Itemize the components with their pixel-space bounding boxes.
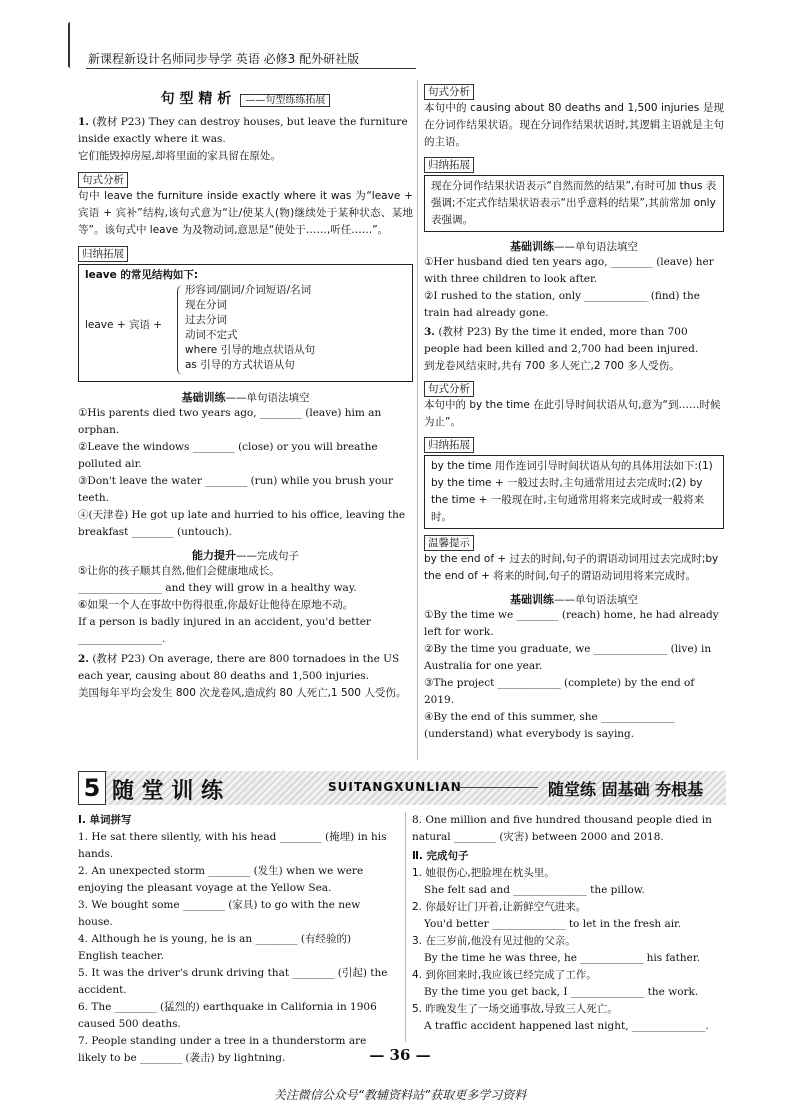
header-title: 新课程新设计名师同步导学 英语 必修3 配外研社版: [88, 52, 360, 66]
leave-table-left: leave + 宾语 +: [85, 319, 163, 331]
item1-en: 1. (教材 P23) They can destroy houses, but leave the furniture inside exactly where it was.: [78, 116, 408, 145]
exercise-right: [412, 812, 724, 1035]
question: ②I rushed to the station, only ____________ (find) the train had already gone.: [424, 290, 700, 319]
part2-title: Ⅱ. 完成句子: [412, 850, 469, 862]
exercise-item: 6. The ________ (猛烈的) earthquake in California in 1906 caused 500 deaths.: [78, 1001, 377, 1030]
exercise-item: 4. Although he is young, he is an ________ (有经验的) English teacher.: [78, 933, 352, 962]
question: ①By the time we ________ (reach) home, he had already left for work.: [424, 609, 719, 638]
exercise-item: 4. 到你回来时,我应该已经完成了工作。: [412, 969, 597, 981]
exercise-item: 1. 她很伤心,把脸埋在枕头里。: [412, 867, 555, 879]
leave-structure-box: [78, 264, 413, 382]
leave-item: 现在分词: [185, 299, 227, 311]
item3-cn: 到龙卷风结束时,共有 700 多人死亡,2 700 多人受伤。: [424, 360, 680, 372]
leave-item: where 引导的地点状语从句: [185, 344, 316, 356]
question: ③The project ____________ (complete) by the end of 2019.: [424, 677, 695, 706]
question: ③Don't leave the water ________ (run) while you brush your teeth.: [78, 475, 394, 504]
exercise-item: 3. 在三岁前,他没有见过他的父亲。: [412, 935, 576, 947]
item1-cn: 它们能毁掉房屋,却将里面的家具留在原处。: [78, 150, 281, 162]
summary-label-2: 归纳拓展: [424, 157, 474, 173]
exercise-item: By the time he was three, he ____________ his father.: [424, 952, 701, 964]
ability-heading: 能力提升——完成句子: [192, 549, 299, 562]
question: ①Her husband died ten years ago, ________ (leave) her with three children to look after.: [424, 256, 714, 285]
banner-line: [458, 787, 538, 788]
question: If a person is badly injured in an accident, you'd better ________________.: [78, 616, 371, 645]
leave-item: 形容词/副词/介词短语/名词: [185, 284, 312, 296]
exercise-item: 1. He sat there silently, with his head ________ (掩埋) in his hands.: [78, 831, 387, 860]
question: ①His parents died two years ago, ________ (leave) him an orphan.: [78, 407, 382, 436]
question: ④By the end of this summer, she ______________ (understand) what everybody is saying.: [424, 711, 675, 740]
leave-table-title: leave 的常见结构如下:: [85, 269, 199, 281]
leave-brace: [177, 285, 184, 375]
item2-en: 2. (教材 P23) On average, there are 800 tornadoes in the US each year, causing about 80 deaths and 1,500 injuries.: [78, 653, 400, 682]
practice-banner: [78, 771, 726, 805]
item3-en: 3. (教材 P23) By the time it ended, more than 700 people had been killed and 2,700 had been injured.: [424, 326, 699, 355]
leave-item: as 引导的方式状语从句: [185, 359, 295, 371]
exercise-item: 8. One million and five hundred thousand people died in natural ________ (灾害) between 2000 and 2018.: [412, 814, 712, 843]
item2-cn: 美国每年平均会发生 800 次龙卷风,造成约 80 人死亡,1 500 人受伤。: [78, 687, 407, 699]
part1-title: Ⅰ. 单词拼写: [78, 814, 132, 826]
exercise-left: [78, 812, 393, 1067]
section-subtitle: ——句型练练拓展: [240, 94, 330, 107]
leave-item: 过去分词: [185, 314, 227, 326]
banner-number: 5: [78, 771, 106, 805]
exercise-item: 2. An unexpected storm ________ (发生) when we were enjoying the pleasant voyage at the Yellow Sea.: [78, 865, 364, 894]
exercise-divider: [405, 812, 406, 1042]
practice-heading-3: 基础训练——单句语法填空: [510, 593, 638, 606]
banner-slogan: 随堂练 固基础 夯根基: [548, 780, 704, 799]
analysis-label-1: 句式分析: [78, 172, 128, 188]
question: ②Leave the windows ________ (close) or you will breathe polluted air.: [78, 441, 378, 470]
summary-label-1: 归纳拓展: [78, 246, 128, 262]
exercise-item: She felt sad and ______________ the pillow.: [424, 884, 645, 896]
question: ④(天津卷) He got up late and hurried to his office, leaving the breakfast ________ (untouch).: [78, 509, 406, 538]
footer-note: 关注微信公众号“教辅资料站”获取更多学习资料: [273, 1088, 527, 1102]
item3-analysis: 本句中的 by the time 在此引导时间状语从句,意为“到……时候为止”。: [424, 399, 721, 428]
tip-text: by the end of + 过去的时间,句子的谓语动词用过去完成时;by the end of + 将来的时间,句子的谓语动词用将来完成时。: [424, 553, 719, 582]
question: ⑥如果一个人在事故中伤得很重,你最好让他待在原地不动。: [78, 599, 354, 611]
summary-box-2: 现在分词作结果状语表示“自然而然的结果”,有时可加 thus 表强调;不定式作结果状语表示“出乎意料的结果”,其前常加 only 表强调。: [424, 175, 724, 232]
page-number: — 36 —: [369, 1046, 431, 1064]
analysis-label-2: 句式分析: [424, 84, 474, 100]
header-rule: [86, 68, 416, 69]
section-title: 句 型 精 析: [160, 91, 232, 107]
exercise-item: By the time you get back, I ______________ the work.: [424, 986, 699, 998]
exercise-item: You'd better ______________ to let in the fresh air.: [424, 918, 682, 930]
exercise-item: 7. People standing under a tree in a thunderstorm are likely to be ________ (袭击) by lightning.: [78, 1035, 367, 1064]
exercise-item: 2. 你最好让门开着,让新鲜空气进来。: [412, 901, 587, 913]
exercise-item: 5. It was the driver's drunk driving that ________ (引起) the accident.: [78, 967, 388, 996]
summary-box-3: by the time 用作连词引导时间状语从句的具体用法如下:(1) by the time + 一般过去时,主句通常用过去完成时;(2) by the time + 一般现在时,主句通常用将来完成时或一般将来时。: [424, 455, 724, 529]
exercise-item: 3. We bought some ________ (家具) to go with the new house.: [78, 899, 361, 928]
question: ⑤让你的孩子顺其自然,他们会健康地成长。: [78, 565, 280, 577]
section-heading: [78, 88, 413, 108]
banner-pinyin: SUITANGXUNLIAN: [328, 780, 462, 794]
practice-heading-2: 基础训练——单句语法填空: [510, 240, 638, 253]
tip-label: 温馨提示: [424, 535, 474, 551]
item2-analysis: 本句中的 causing about 80 deaths and 1,500 injuries 是现在分词作结果状语。现在分词作结果状语时,其逻辑主语就是主句的主语。: [424, 102, 724, 148]
exercise-item: A traffic accident happened last night, ______________.: [424, 1020, 709, 1032]
left-column: [78, 88, 413, 702]
right-column: [424, 80, 724, 743]
banner-title: 随 堂 训 练: [112, 779, 223, 804]
question: ②By the time you graduate, we ______________ (live) in Australia for one year.: [424, 643, 712, 672]
header-bracket: [68, 22, 73, 68]
analysis-label-3: 句式分析: [424, 381, 474, 397]
column-divider: [417, 80, 418, 760]
question: ________________ and they will grow in a healthy way.: [78, 582, 357, 594]
exercise-item: 5. 昨晚发生了一场交通事故,导致三人死亡。: [412, 1003, 618, 1015]
item1-analysis: 句中 leave the furniture inside exactly where it was 为“leave + 宾语 + 宾补”结构,该句式意为“让/使某人(物)继续处于某种状态、某地等”。该句式中 leave 为及物动词,意思是“使处于……,听任……”。: [78, 190, 413, 236]
leave-item: 动词不定式: [185, 329, 238, 341]
practice-heading-1: 基础训练——单句语法填空: [181, 391, 310, 404]
leave-table-items: [185, 283, 315, 373]
summary-label-3: 归纳拓展: [424, 437, 474, 453]
